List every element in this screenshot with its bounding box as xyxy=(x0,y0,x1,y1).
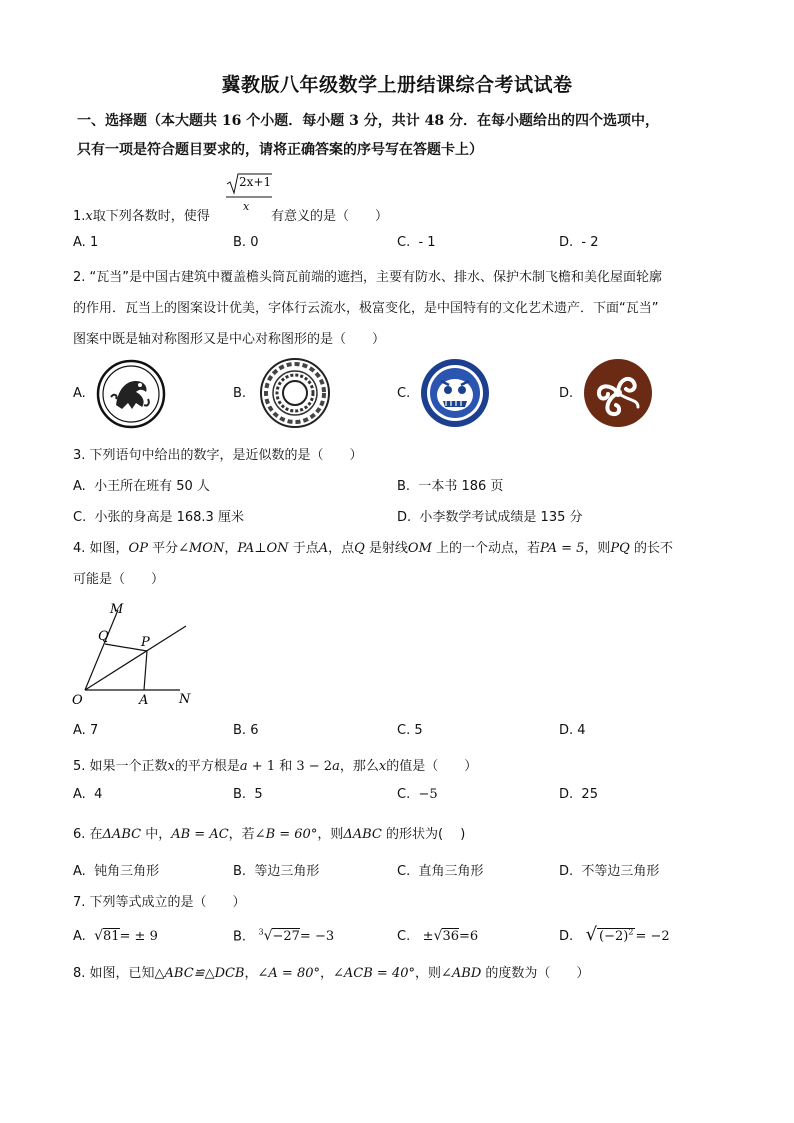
q2-option-a-label: A. xyxy=(73,386,86,401)
point-label-q: Q xyxy=(98,629,109,644)
q1-option-d: D. - 2 xyxy=(559,235,599,250)
q6-option-d: D. 不等边三角形 xyxy=(559,864,660,879)
question-5-stem: 5. 如果一个正数x的平方根是a + 1 和 3 − 2a，那么x的值是（ ） xyxy=(73,759,478,774)
q2-option-b-label: B. xyxy=(233,386,247,401)
q3-option-c: C. 小张的身高是 168.3 厘米 xyxy=(73,510,244,525)
section-header-line-1: 一、选择题（本大题共 16 个小题．每小题 3 分，共计 48 分．在每小题给出的四个选项中， xyxy=(77,113,659,129)
q6-option-b: B. 等边三角形 xyxy=(233,864,320,879)
question-8-stem: 8. 如图，已知△ABC≌△DCB，∠A = 80°，∠ACB = 40°，则∠ABD 的度数为（ ） xyxy=(73,966,590,981)
q6-option-a: A. 钝角三角形 xyxy=(73,864,160,879)
q1-option-c: C. - 1 xyxy=(397,235,436,250)
q5-option-c: C. −5 xyxy=(397,787,438,802)
question-4-stem-line-2: 可能是（ ） xyxy=(73,572,165,587)
q4-option-b: B. 6 xyxy=(233,723,259,738)
q7-option-b: B. $^3$√−27= −3 xyxy=(233,928,335,945)
question-2-line-1: 2. “瓦当”是中国古建筑中覆盖檐头筒瓦前端的遮挡，主要有防水、排水、保护木制飞檐和美化屋面轮廓 xyxy=(73,270,663,285)
q1-option-a: A. 1 xyxy=(73,235,99,250)
q4-option-c: C. 5 xyxy=(397,723,423,738)
point-label-m: M xyxy=(110,602,124,617)
point-label-a: A xyxy=(139,693,149,708)
q6-option-c: C. 直角三角形 xyxy=(397,864,484,879)
tile-tiger-icon xyxy=(96,359,166,433)
q7-option-a: A. √81= ± 9 xyxy=(73,928,158,944)
q3-option-b: B. 一本书 186 页 xyxy=(397,479,504,494)
point-label-n: N xyxy=(179,692,191,707)
question-7-stem: 7. 下列等式成立的是（ ） xyxy=(73,895,246,910)
q3-option-a: A. 小王所在班有 50 人 xyxy=(73,479,210,494)
page-title: 冀教版八年级数学上册结课综合考试试卷 xyxy=(221,74,573,96)
question-3-stem: 3. 下列语句中给出的数字，是近似数的是（ ） xyxy=(73,448,363,463)
tile-mask-icon xyxy=(419,357,491,433)
fraction-numerator: 2x+1 xyxy=(239,175,272,189)
fraction-denominator: x xyxy=(243,200,250,213)
point-label-p: P xyxy=(141,635,150,650)
question-4-stem: 4. 如图，OP 平分∠MON，PA⊥ON 于点A，点Q 是射线OM 上的一个动点，若PA = 5，则PQ 的长不 xyxy=(73,541,673,556)
q7-option-c: C. ±√36=6 xyxy=(397,928,479,944)
q7-option-d: D. √ $(-2)^2 = -2$ xyxy=(559,924,670,945)
tile-ring-icon xyxy=(259,357,331,433)
point-label-o: O xyxy=(72,693,83,708)
q5-option-b: B. 5 xyxy=(233,787,263,802)
q5-option-d: D. 25 xyxy=(559,787,598,802)
question-2-line-2: 的作用．瓦当上的图案设计优美，字体行云流水，极富变化，是中国特有的文化艺术遗产．下面“瓦当” xyxy=(73,301,659,316)
q5-option-a: A. 4 xyxy=(73,787,103,802)
angle-bisector-figure xyxy=(68,596,198,716)
question-2-line-3: 图案中既是轴对称图形又是中心对称图形的是（ ） xyxy=(73,332,386,347)
q4-option-a: A. 7 xyxy=(73,723,99,738)
q4-option-d: D. 4 xyxy=(559,723,586,738)
ray-om xyxy=(85,610,118,690)
q2-option-d-label: D. xyxy=(559,386,574,401)
question-6-stem: 6. 在ΔABC 中，AB = AC，若∠B = 60°，则ΔABC 的形状为( ) xyxy=(73,827,466,842)
q2-option-c-label: C. xyxy=(397,386,411,401)
question-1-stem: 1.x取下列各数时，使得 xyxy=(73,209,210,224)
question-1-fraction xyxy=(226,172,274,216)
segment-pa xyxy=(144,651,147,690)
section-header-line-2: 只有一项是符合题目要求的，请将正确答案的序号写在答题卡上） xyxy=(77,142,483,158)
q3-option-d: D. 小李数学考试成绩是 135 分 xyxy=(397,510,583,525)
q1-option-b: B. 0 xyxy=(233,235,259,250)
question-1-stem-end: 有意义的是（ ） xyxy=(271,209,389,224)
tile-cloud-icon xyxy=(582,357,654,433)
